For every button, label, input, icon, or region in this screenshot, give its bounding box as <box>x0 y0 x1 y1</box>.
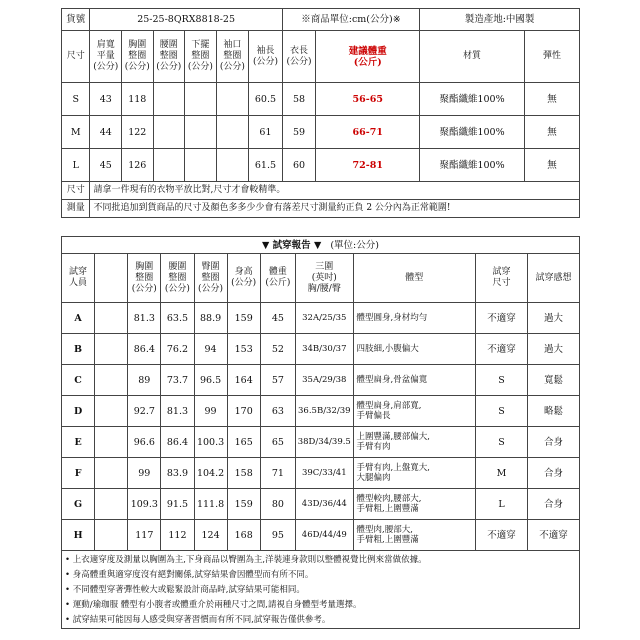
height-cell: 159 <box>227 303 260 334</box>
bwh-cell: 35A/29/38 <box>296 365 353 396</box>
hip-cell: 99 <box>194 396 227 427</box>
height-cell: 170 <box>227 396 260 427</box>
fit-size-cell: S <box>476 365 528 396</box>
bwh-cell: 46D/44/49 <box>296 520 353 551</box>
sku-label: 貨號 <box>62 9 90 31</box>
hip-cell: 96.5 <box>194 365 227 396</box>
fit-size-cell: S <box>476 427 528 458</box>
bwh-cell: 39C/33/41 <box>296 458 353 489</box>
table-row <box>62 489 580 520</box>
chest-cell: 117 <box>128 520 161 551</box>
table-row <box>62 520 580 551</box>
cuff-cell <box>216 83 249 116</box>
waist-cell: 83.9 <box>161 458 194 489</box>
length-cell: 58 <box>282 83 316 116</box>
bwh-cell: 43D/36/44 <box>296 489 353 520</box>
header-size: 尺寸 <box>62 31 90 83</box>
fit-size-cell: 不適穿 <box>476 520 528 551</box>
body-cell: 上圍豐滿,腰部偏大, 手臂有肉 <box>353 427 476 458</box>
elastic-cell: 無 <box>524 116 579 149</box>
bwh-cell: 34B/30/37 <box>296 334 353 365</box>
fit-size-cell: S <box>476 396 528 427</box>
elastic-cell: 無 <box>524 83 579 116</box>
table-row <box>62 458 580 489</box>
header-hem: 下擺 整圈 (公分) <box>185 31 217 83</box>
waist-cell <box>153 116 185 149</box>
weight-cell: 72-81 <box>316 149 420 182</box>
header-cuff: 袖口 整圈 (公分) <box>216 31 249 83</box>
body-cell: 體型扁身,骨盆偏寬 <box>353 365 476 396</box>
weight-cell: 45 <box>260 303 295 334</box>
header-chest: 胸圍 整圈 (公分) <box>128 254 161 303</box>
waist-cell: 73.7 <box>161 365 194 396</box>
weight-cell: 80 <box>260 489 295 520</box>
size-cell: M <box>62 116 90 149</box>
header-length: 衣長 (公分) <box>282 31 316 83</box>
hip-cell: 94 <box>194 334 227 365</box>
size-cell: L <box>62 149 90 182</box>
header-feeling: 試穿感想 <box>527 254 579 303</box>
header-shoulder: 肩寬 平量 (公分) <box>90 31 122 83</box>
chest-cell: 92.7 <box>128 396 161 427</box>
waist-cell: 63.5 <box>161 303 194 334</box>
height-cell: 159 <box>227 489 260 520</box>
unit-note: ※商品單位:cm(公分)※ <box>282 9 419 31</box>
size-row <box>62 83 580 116</box>
hem-cell <box>185 83 217 116</box>
header-elastic: 彈性 <box>524 31 579 83</box>
body-cell: 體型較肉,腰部大, 手臂粗,上圍豐滿 <box>353 489 476 520</box>
table-row <box>62 427 580 458</box>
header-body: 體型 <box>353 254 476 303</box>
fit-report-unit: (單位:公分) <box>330 239 379 251</box>
height-cell: 153 <box>227 334 260 365</box>
length-cell: 59 <box>282 116 316 149</box>
weight-cell: 66-71 <box>316 116 420 149</box>
header-waist: 腰圍 整圈 (公分) <box>153 31 185 83</box>
table-row <box>62 365 580 396</box>
person-cell: F <box>62 458 95 489</box>
hem-cell <box>185 149 217 182</box>
shoulder-cell: 44 <box>90 116 122 149</box>
fit-report-title-row <box>62 237 580 254</box>
sleeve-cell: 60.5 <box>249 83 283 116</box>
fit-note: • 運動/瑜珈服 體型有小腹者或體重介於兩種尺寸之間,請視自身體型考量選擇。 <box>65 600 362 610</box>
feeling-cell: 過大 <box>527 303 579 334</box>
size-cell: S <box>62 83 90 116</box>
header-height: 身高 (公分) <box>227 254 260 303</box>
body-cell: 手臂有肉,上盤寬大, 大腿偏肉 <box>353 458 476 489</box>
waist-cell <box>153 149 185 182</box>
bwh-cell: 38D/34/39.5 <box>296 427 353 458</box>
header-hip: 臀圍 整圈 (公分) <box>194 254 227 303</box>
note-label-1: 尺寸 <box>62 182 90 200</box>
bwh-cell: 36.5B/32/39 <box>296 396 353 427</box>
person-cell: D <box>62 396 95 427</box>
hip-cell: 100.3 <box>194 427 227 458</box>
feeling-cell: 不適穿 <box>527 520 579 551</box>
chest-cell: 122 <box>122 116 154 149</box>
chest-cell: 109.3 <box>128 489 161 520</box>
feeling-cell: 過大 <box>527 334 579 365</box>
size-note-1: 請拿一件現有的衣物平放比對,尺寸才會較精準。 <box>90 182 580 200</box>
hip-cell: 111.8 <box>194 489 227 520</box>
chest-cell: 89 <box>128 365 161 396</box>
fit-size-cell: 不適穿 <box>476 334 528 365</box>
header-sleeve: 袖長 (公分) <box>249 31 283 83</box>
chest-cell: 99 <box>128 458 161 489</box>
person-cell: G <box>62 489 95 520</box>
person-cell: E <box>62 427 95 458</box>
weight-cell: 57 <box>260 365 295 396</box>
fit-note: • 不同體型穿著彈性較大或鬆緊設計商品時,試穿結果可能相同。 <box>65 585 305 595</box>
cuff-cell <box>216 149 249 182</box>
weight-cell: 65 <box>260 427 295 458</box>
chest-cell: 126 <box>122 149 154 182</box>
person-cell: A <box>62 303 95 334</box>
material-cell: 聚酯纖維100% <box>420 83 525 116</box>
waist-cell: 112 <box>161 520 194 551</box>
feeling-cell: 合身 <box>527 458 579 489</box>
fit-report-title: ▼ 試穿報告 ▼ <box>262 239 322 251</box>
chest-cell: 96.6 <box>128 427 161 458</box>
table-row <box>62 334 580 365</box>
hip-cell: 104.2 <box>194 458 227 489</box>
hip-cell: 88.9 <box>194 303 227 334</box>
header-spacer <box>95 254 128 303</box>
bwh-cell: 32A/25/35 <box>296 303 353 334</box>
header-waist: 腰圍 整圈 (公分) <box>161 254 194 303</box>
waist-cell: 91.5 <box>161 489 194 520</box>
origin: 製造產地:中國製 <box>420 9 580 31</box>
material-cell: 聚酯纖維100% <box>420 116 525 149</box>
body-cell: 四肢細,小腹偏大 <box>353 334 476 365</box>
feeling-cell: 寬鬆 <box>527 365 579 396</box>
weight-cell: 71 <box>260 458 295 489</box>
feeling-cell: 略鬆 <box>527 396 579 427</box>
header-chest: 胸圍 整圈 (公分) <box>122 31 154 83</box>
weight-cell: 56-65 <box>316 83 420 116</box>
fit-note: • 試穿結果可能因每人感受與穿著習慣而有所不同,試穿報告僅供參考。 <box>65 615 331 625</box>
person-cell: B <box>62 334 95 365</box>
feeling-cell: 合身 <box>527 489 579 520</box>
header-weight: 建議體重 (公斤) <box>316 31 420 83</box>
person-cell: H <box>62 520 95 551</box>
hem-cell <box>185 116 217 149</box>
cuff-cell <box>216 116 249 149</box>
size-note-2: 不同批追加到貨商品的尺寸及顏色多多少少會有落差尺寸測量約正負 2 公分內為正常範圍! <box>90 200 580 218</box>
chest-cell: 86.4 <box>128 334 161 365</box>
feeling-cell: 合身 <box>527 427 579 458</box>
fit-size-cell: L <box>476 489 528 520</box>
size-row <box>62 116 580 149</box>
header-material: 材質 <box>420 31 525 83</box>
size-row <box>62 149 580 182</box>
length-cell: 60 <box>282 149 316 182</box>
height-cell: 158 <box>227 458 260 489</box>
material-cell: 聚酯纖維100% <box>420 149 525 182</box>
header-person: 試穿 人員 <box>62 254 95 303</box>
fit-notes <box>62 551 580 629</box>
sleeve-cell: 61.5 <box>249 149 283 182</box>
weight-cell: 63 <box>260 396 295 427</box>
fit-note: • 上衣適穿度及測量以胸圍為主,下身商品以臀圍為主,洋裝連身款則以整體視覺比例來當做依據。 <box>65 555 427 565</box>
height-cell: 164 <box>227 365 260 396</box>
elastic-cell: 無 <box>524 149 579 182</box>
height-cell: 165 <box>227 427 260 458</box>
sleeve-cell: 61 <box>249 116 283 149</box>
size-table <box>61 8 580 218</box>
shoulder-cell: 45 <box>90 149 122 182</box>
fit-size-cell: M <box>476 458 528 489</box>
header-fit-size: 試穿 尺寸 <box>476 254 528 303</box>
header-weight: 體重 (公斤) <box>260 254 295 303</box>
waist-cell <box>153 83 185 116</box>
header-bwh: 三圍 (英吋) 胸/腰/臀 <box>296 254 353 303</box>
shoulder-cell: 43 <box>90 83 122 116</box>
fit-size-cell: 不適穿 <box>476 303 528 334</box>
waist-cell: 81.3 <box>161 396 194 427</box>
fit-report-table <box>61 236 580 629</box>
body-cell: 體型扁身,肩部寬, 手臂偏長 <box>353 396 476 427</box>
chest-cell: 118 <box>122 83 154 116</box>
person-cell: C <box>62 365 95 396</box>
note-label-2: 測量 <box>62 200 90 218</box>
body-cell: 體型肉,腰部大, 手臂粗,上圍豐滿 <box>353 520 476 551</box>
height-cell: 168 <box>227 520 260 551</box>
hip-cell: 124 <box>194 520 227 551</box>
fit-note: • 身高體重與適穿度沒有絕對關係,試穿結果會因體型而有所不同。 <box>65 570 314 580</box>
table-row <box>62 303 580 334</box>
chest-cell: 81.3 <box>128 303 161 334</box>
body-cell: 體型圓身,身材均勻 <box>353 303 476 334</box>
waist-cell: 76.2 <box>161 334 194 365</box>
waist-cell: 86.4 <box>161 427 194 458</box>
weight-cell: 52 <box>260 334 295 365</box>
weight-cell: 95 <box>260 520 295 551</box>
sku-value: 25-25-8QRX8818-25 <box>90 9 282 31</box>
table-row <box>62 396 580 427</box>
